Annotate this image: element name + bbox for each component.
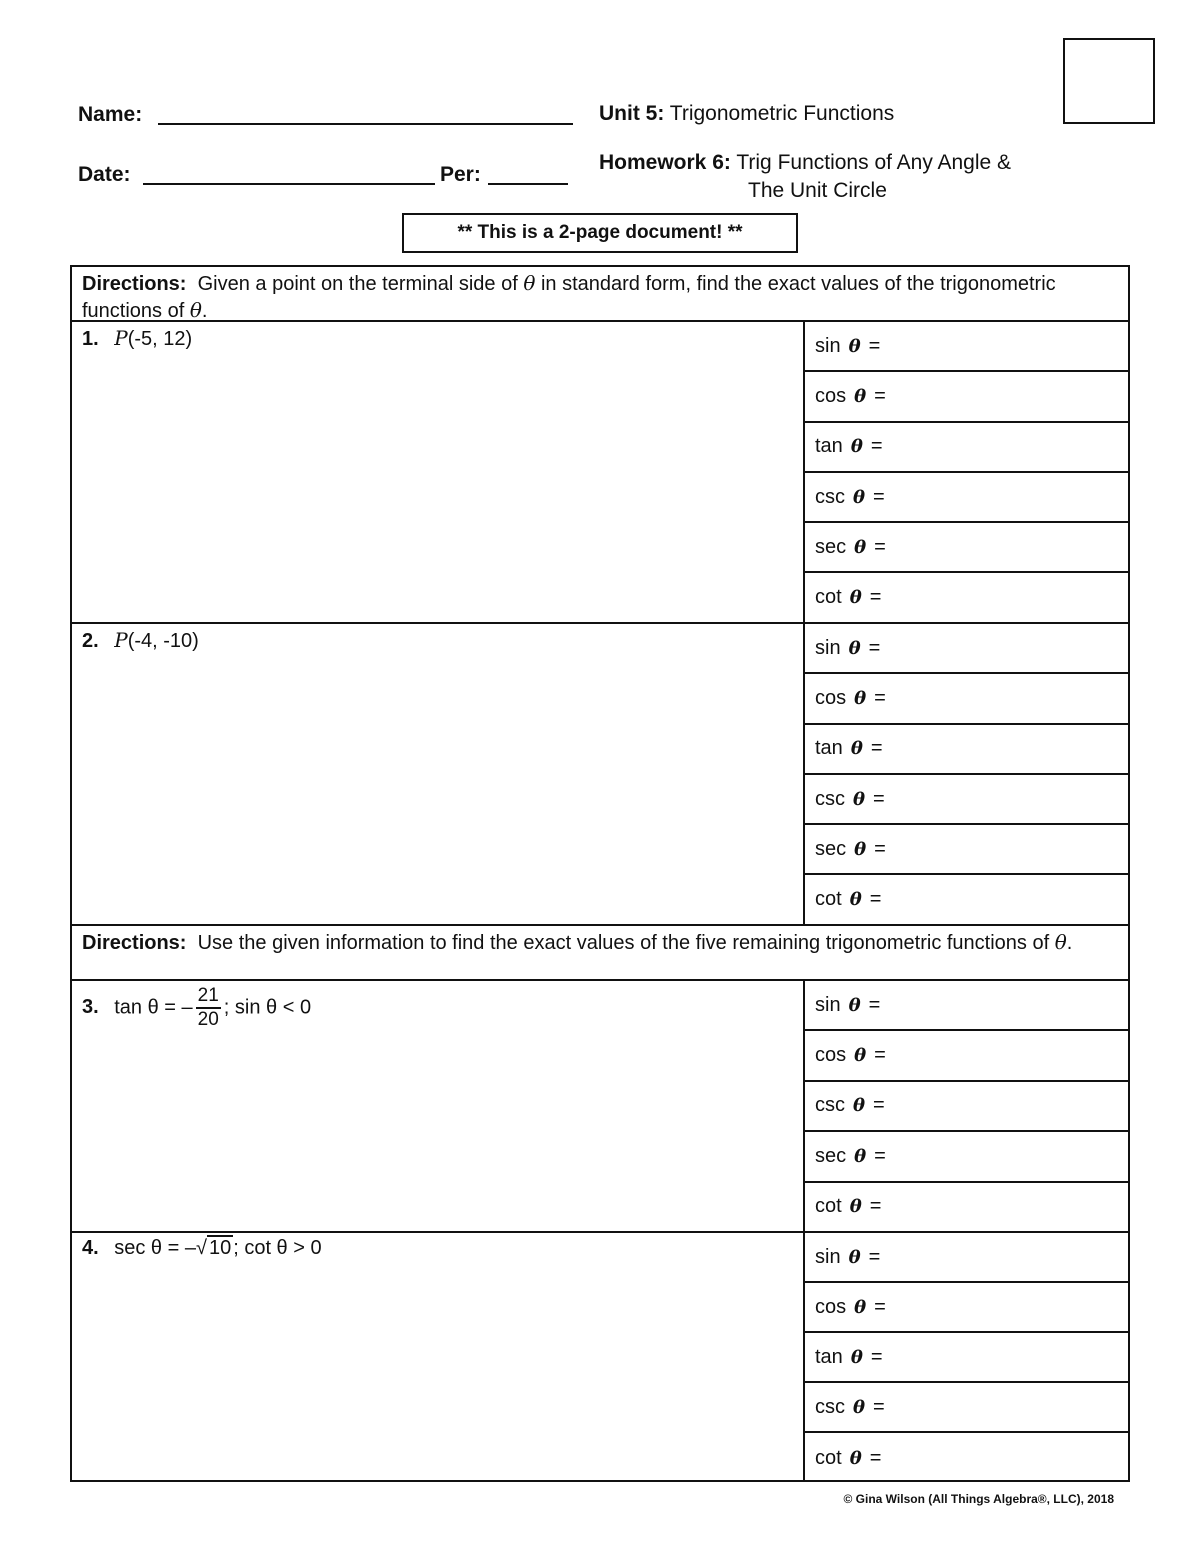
function-label: sec bbox=[815, 535, 847, 558]
answer-cell-cos[interactable] bbox=[805, 1031, 1130, 1081]
function-label: cot bbox=[815, 1195, 842, 1218]
function-label: cos bbox=[815, 1295, 847, 1318]
equals-sign: = bbox=[874, 837, 886, 860]
equals-sign: = bbox=[873, 1395, 885, 1418]
directions-text-2: Use the given information to find the exact values of the five remaining trigonometric functions of bbox=[197, 932, 1050, 954]
directions-text-1b: in standard form, find the exact values of the trigonometric functions of bbox=[82, 273, 1056, 322]
function-label: sin bbox=[815, 993, 841, 1016]
function-label: tan bbox=[815, 1345, 843, 1368]
answer-cell-sec[interactable] bbox=[805, 523, 1130, 573]
equals-sign: = bbox=[870, 1345, 883, 1368]
function-label: csc bbox=[815, 485, 845, 508]
period-field[interactable] bbox=[488, 183, 568, 185]
problem-number: 2. bbox=[82, 630, 99, 652]
worksheet-table bbox=[70, 265, 1130, 1482]
fraction bbox=[196, 985, 221, 1031]
equals-sign: = bbox=[874, 535, 886, 558]
function-label: csc bbox=[815, 1094, 845, 1117]
directions-section-2 bbox=[72, 926, 1128, 981]
theta-symbol: θ bbox=[854, 1145, 867, 1167]
equals-sign: = bbox=[874, 1044, 886, 1067]
answer-cell-csc[interactable] bbox=[805, 1082, 1130, 1132]
period-mark: . bbox=[1066, 932, 1073, 954]
per-label: Per: bbox=[440, 163, 481, 186]
theta-symbol: θ bbox=[854, 536, 867, 558]
equals-sign: = bbox=[873, 787, 885, 810]
function-label: csc bbox=[815, 787, 845, 810]
equals-sign: = bbox=[873, 1094, 885, 1117]
point-label: P bbox=[114, 326, 128, 350]
unit-heading bbox=[599, 102, 894, 126]
two-page-notice: ** This is a 2-page document! ** bbox=[402, 213, 798, 253]
theta-symbol: θ bbox=[1054, 930, 1067, 954]
answer-cell-sin[interactable] bbox=[805, 981, 1130, 1031]
equals-sign: = bbox=[868, 636, 881, 659]
equals-sign: = bbox=[868, 1245, 881, 1268]
problem-4 bbox=[72, 1233, 805, 1482]
answer-cell-sin[interactable] bbox=[805, 322, 1130, 372]
problem-3 bbox=[72, 981, 805, 1233]
problem-number: 3. bbox=[82, 996, 99, 1019]
theta-symbol: θ bbox=[848, 637, 861, 659]
equals-sign: = bbox=[874, 384, 886, 407]
homework-heading bbox=[599, 151, 1011, 175]
theta-symbol: θ bbox=[854, 1296, 867, 1318]
theta-symbol: θ bbox=[850, 436, 863, 458]
answer-cell-tan[interactable] bbox=[805, 423, 1130, 473]
unit-title: Trigonometric Functions bbox=[669, 102, 895, 125]
equals-sign: = bbox=[873, 485, 885, 508]
theta-symbol: θ bbox=[189, 298, 202, 322]
theta-symbol: θ bbox=[849, 587, 862, 609]
theta-symbol: θ bbox=[854, 1045, 867, 1067]
problem-number: 4. bbox=[82, 1237, 99, 1259]
given-condition: ; sin θ < 0 bbox=[223, 996, 312, 1019]
answer-cell-sin[interactable] bbox=[805, 624, 1130, 674]
function-label: cot bbox=[815, 888, 842, 911]
function-label: sec bbox=[815, 1144, 847, 1167]
answer-cell-cot[interactable] bbox=[805, 876, 1130, 926]
equals-sign: = bbox=[869, 1195, 882, 1218]
theta-symbol: θ bbox=[850, 738, 863, 760]
function-label: tan bbox=[815, 737, 843, 760]
equals-sign: = bbox=[869, 586, 882, 609]
problem-2 bbox=[72, 624, 805, 926]
function-label: sin bbox=[815, 1245, 841, 1268]
equals-sign: = bbox=[868, 334, 881, 357]
answer-cell-cot[interactable] bbox=[805, 1183, 1130, 1233]
theta-symbol: θ bbox=[853, 486, 866, 508]
answer-cell-sec[interactable] bbox=[805, 825, 1130, 875]
homework-title-line2: The Unit Circle bbox=[748, 179, 887, 202]
equals-sign: = bbox=[870, 737, 883, 760]
theta-symbol: θ bbox=[848, 335, 861, 357]
answer-cell-tan[interactable] bbox=[805, 1333, 1130, 1383]
function-label: csc bbox=[815, 1395, 845, 1418]
date-label: Date: bbox=[78, 163, 131, 186]
score-box bbox=[1063, 38, 1155, 124]
equals-sign: = bbox=[870, 435, 883, 458]
homework-label: Homework 6: bbox=[599, 151, 731, 174]
theta-symbol: θ bbox=[854, 687, 867, 709]
answer-cell-sec[interactable] bbox=[805, 1132, 1130, 1182]
directions-text-1a: Given a point on the terminal side of bbox=[197, 273, 518, 295]
answer-cell-csc[interactable] bbox=[805, 473, 1130, 523]
point-coordinates: (-4, -10) bbox=[127, 630, 199, 652]
directions-section-1 bbox=[72, 267, 1128, 322]
equals-sign: = bbox=[874, 1144, 886, 1167]
problem-1 bbox=[72, 322, 805, 624]
function-label: tan bbox=[815, 435, 843, 458]
answer-cell-csc[interactable] bbox=[805, 1383, 1130, 1433]
theta-symbol: θ bbox=[849, 1447, 862, 1469]
date-field[interactable] bbox=[143, 183, 435, 185]
equals-sign: = bbox=[869, 888, 882, 911]
function-label: cos bbox=[815, 686, 847, 709]
answer-cell-cos[interactable] bbox=[805, 1283, 1130, 1333]
theta-symbol: θ bbox=[848, 994, 861, 1016]
point-label: P bbox=[114, 628, 128, 652]
given-lhs: tan θ = – bbox=[114, 996, 193, 1019]
function-label: sec bbox=[815, 837, 847, 860]
fraction-denominator: 20 bbox=[197, 1009, 219, 1030]
answer-cell-cot[interactable] bbox=[805, 1433, 1130, 1483]
theta-symbol: θ bbox=[853, 788, 866, 810]
fraction-numerator: 21 bbox=[196, 985, 221, 1009]
function-label: cos bbox=[815, 1044, 847, 1067]
radicand: 10 bbox=[208, 1237, 232, 1259]
answer-cell-cos[interactable] bbox=[805, 372, 1130, 422]
answer-cell-cos[interactable] bbox=[805, 674, 1130, 724]
theta-symbol: θ bbox=[853, 1095, 866, 1117]
theta-symbol: θ bbox=[853, 1396, 866, 1418]
function-label: cot bbox=[815, 1446, 842, 1469]
unit-label: Unit 5: bbox=[599, 102, 665, 125]
function-label: cot bbox=[815, 586, 842, 609]
name-label: Name: bbox=[78, 103, 143, 126]
theta-symbol: θ bbox=[849, 889, 862, 911]
theta-symbol: θ bbox=[849, 1196, 862, 1218]
function-label: cos bbox=[815, 384, 847, 407]
equals-sign: = bbox=[874, 1295, 886, 1318]
period-mark: . bbox=[201, 300, 208, 322]
answer-cell-tan[interactable] bbox=[805, 725, 1130, 775]
answer-cell-cot[interactable] bbox=[805, 574, 1130, 624]
copyright-footer: © Gina Wilson (All Things Algebra®, LLC), 2018 bbox=[843, 1492, 1114, 1506]
theta-symbol: θ bbox=[850, 1346, 863, 1368]
answer-cell-csc[interactable] bbox=[805, 775, 1130, 825]
equals-sign: = bbox=[868, 993, 881, 1016]
equals-sign: = bbox=[874, 686, 886, 709]
function-label: sin bbox=[815, 334, 841, 357]
directions-label-1: Directions: bbox=[82, 273, 187, 295]
equals-sign: = bbox=[869, 1446, 882, 1469]
function-label: sin bbox=[815, 636, 841, 659]
answer-cell-sin[interactable] bbox=[805, 1233, 1130, 1283]
homework-title-line1: Trig Functions of Any Angle & bbox=[736, 151, 1012, 174]
directions-label-2: Directions: bbox=[82, 932, 187, 954]
theta-symbol: θ bbox=[523, 271, 536, 295]
problem-number: 1. bbox=[82, 328, 99, 350]
given-lhs: sec θ = –√ bbox=[114, 1237, 207, 1259]
theta-symbol: θ bbox=[854, 385, 867, 407]
point-coordinates: (-5, 12) bbox=[127, 328, 193, 350]
theta-symbol: θ bbox=[848, 1246, 861, 1268]
theta-symbol: θ bbox=[854, 838, 867, 860]
name-field[interactable] bbox=[158, 123, 573, 125]
given-condition: ; cot θ > 0 bbox=[233, 1237, 322, 1259]
